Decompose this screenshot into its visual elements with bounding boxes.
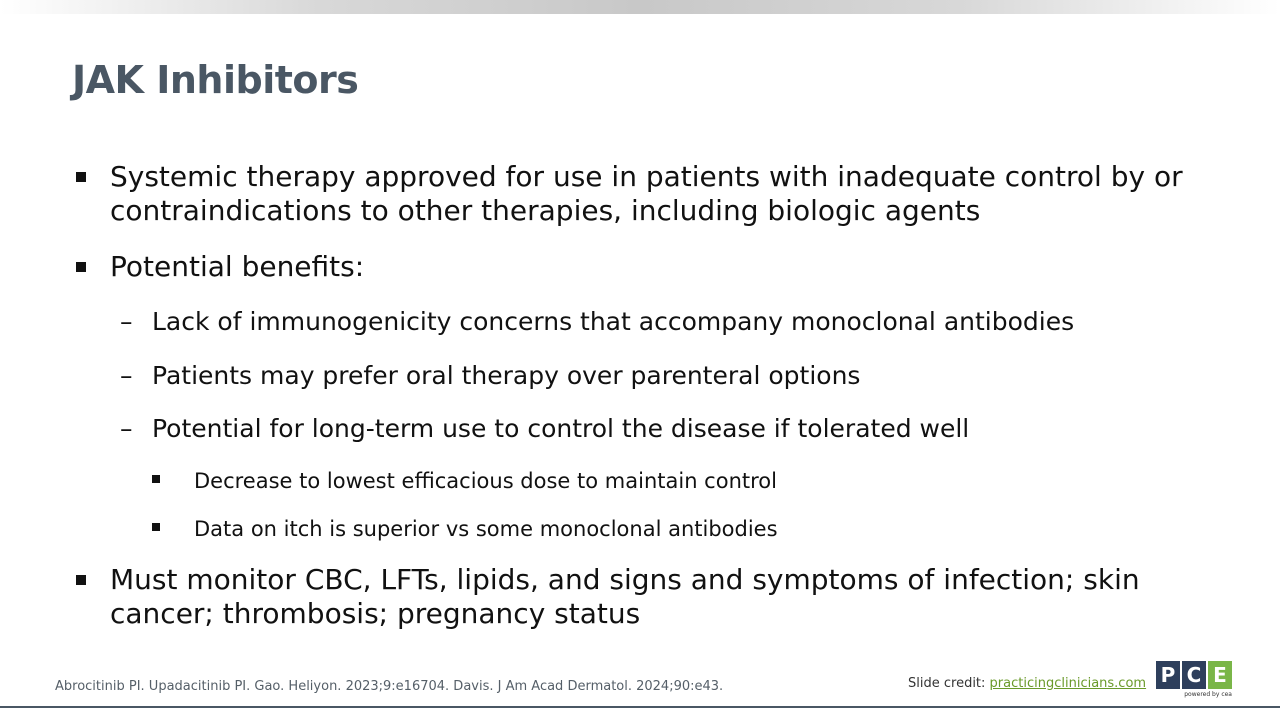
logo-tagline: powered by cea (1184, 691, 1232, 698)
bullet-text: Patients may prefer oral therapy over parenteral options (152, 361, 861, 390)
square-bullet-icon (76, 262, 86, 272)
bullet-item (76, 563, 1226, 631)
credit-label: Slide credit: (908, 676, 990, 691)
square-bullet-icon (152, 475, 160, 483)
pce-logo (1156, 661, 1234, 705)
sub-bullet-item (120, 306, 1220, 338)
bullet-text: Potential benefits: (110, 250, 365, 283)
bullet-text: Decrease to lowest efficacious dose to maintain control (194, 469, 777, 493)
dash-bullet-icon: – (120, 414, 133, 443)
references-text: Abrocitinib PI. Upadacitinib PI. Gao. Heliyon. 2023;9:e16704. Davis. J Am Acad Dermatol. 2024;90:e43. (55, 679, 724, 694)
sub-bullet-item (120, 360, 1220, 392)
bottom-rule (0, 706, 1280, 708)
sub-sub-bullet-item (152, 515, 1232, 543)
bullet-text: Lack of immunogenicity concerns that accompany monoclonal antibodies (152, 307, 1075, 336)
top-gradient-bar (0, 0, 1280, 14)
dash-bullet-icon: – (120, 307, 133, 336)
bullet-text: Systemic therapy approved for use in patients with inadequate control by or contraindications to other therapies, including biologic agents (110, 160, 1183, 227)
sub-sub-bullet-item (152, 467, 1232, 495)
bullet-text: Data on itch is superior vs some monoclonal antibodies (194, 517, 778, 541)
bullet-item (76, 250, 1226, 284)
bullet-text: Potential for long-term use to control the disease if tolerated well (152, 414, 970, 443)
square-bullet-icon (152, 523, 160, 531)
credit-link[interactable]: practicingclinicians.com (989, 676, 1147, 691)
sub-bullet-item (120, 413, 1220, 445)
square-bullet-icon (76, 575, 86, 585)
logo-letter: C (1182, 661, 1206, 689)
dash-bullet-icon: – (120, 361, 133, 390)
slide-credit (908, 676, 1146, 691)
logo-letter: P (1156, 661, 1180, 689)
square-bullet-icon (76, 172, 86, 182)
logo-letter: E (1208, 661, 1232, 689)
bullet-item (76, 160, 1226, 228)
slide-title: JAK Inhibitors (72, 58, 359, 102)
bullet-text: Must monitor CBC, LFTs, lipids, and signs and symptoms of infection; skin cancer; thrombosis; pregnancy status (110, 563, 1140, 630)
